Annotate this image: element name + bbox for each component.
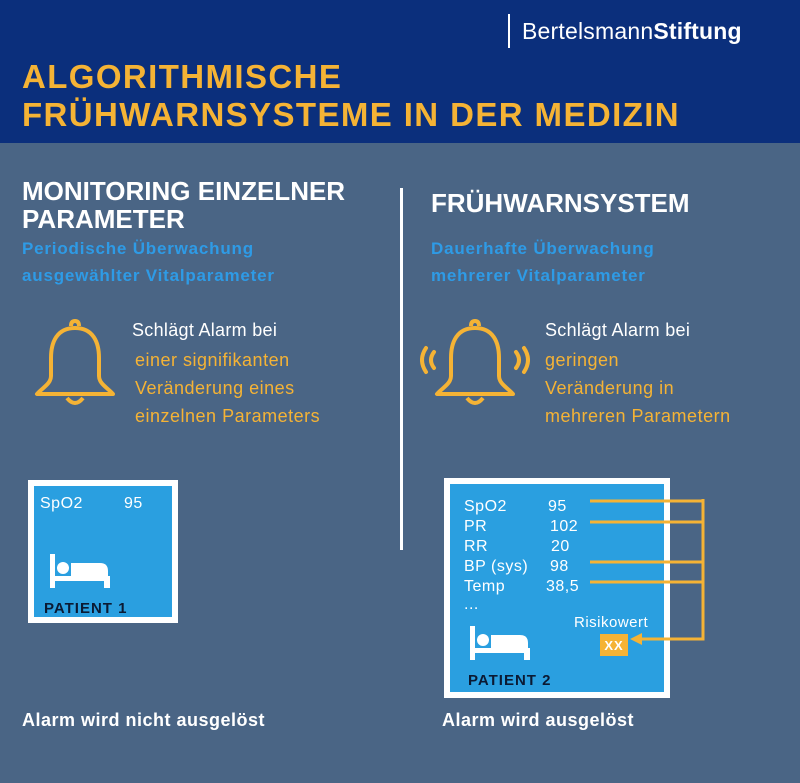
right-subtitle-line-2: mehrerer Vitalparameter: [431, 266, 646, 285]
right-alarm-line-1: geringen: [545, 350, 620, 370]
logo-text-regular: Bertelsmann: [522, 17, 654, 44]
left-subtitle-line-1: Periodische Überwachung: [22, 239, 254, 258]
right-subtitle-line-1: Dauerhafte Überwachung: [431, 239, 655, 258]
vital-value: 38,5: [546, 578, 580, 595]
left-title-line-2: PARAMETER: [22, 204, 185, 234]
vital-value: 95: [548, 498, 567, 515]
vital-value: 20: [551, 538, 570, 555]
arrow-icon: [630, 633, 642, 645]
left-subtitle-line-2: ausgewählter Vitalparameter: [22, 266, 275, 285]
risk-score-label: Risikowert: [574, 614, 649, 631]
connector-line: [640, 499, 703, 639]
more-vitals-ellipsis: ...: [464, 596, 479, 613]
left-alarm-line-1: einer signifikanten: [135, 350, 290, 370]
risk-score-value: XX: [600, 634, 628, 656]
right-alarm-line-3: mehreren Parametern: [545, 406, 731, 426]
vital-value: 95: [124, 495, 143, 512]
vital-label: Temp: [464, 578, 506, 595]
left-title-line-1: MONITORING EINZELNER: [22, 176, 346, 206]
vital-label: SpO2: [40, 495, 83, 512]
left-alarm-line-3: einzelnen Parameters: [135, 406, 321, 426]
title-line-1: ALGORITHMISCHE: [22, 58, 343, 95]
left-alarm-line-2: Veränderung eines: [135, 378, 295, 398]
vital-label: SpO2: [464, 498, 507, 515]
left-result-text: Alarm wird nicht ausgelöst: [22, 710, 266, 730]
vital-value: 102: [550, 518, 579, 535]
logo-text-bold: Stiftung: [653, 17, 742, 44]
patient-label: PATIENT 2: [468, 672, 552, 689]
vital-value: 98: [550, 558, 569, 575]
left-alarm-intro: Schlägt Alarm bei: [132, 320, 278, 340]
vital-label: RR: [464, 538, 489, 555]
right-alarm-line-2: Veränderung in: [545, 378, 675, 398]
title-line-2: FRÜHWARNSYSTEME IN DER MEDIZIN: [22, 96, 681, 133]
vital-label: BP (sys): [464, 558, 529, 575]
right-result-text: Alarm wird ausgelöst: [442, 710, 635, 730]
right-column-title: FRÜHWARNSYSTEM: [431, 188, 690, 218]
patient-label: PATIENT 1: [44, 600, 128, 617]
right-alarm-intro: Schlägt Alarm bei: [545, 320, 691, 340]
vital-label: PR: [464, 518, 488, 535]
